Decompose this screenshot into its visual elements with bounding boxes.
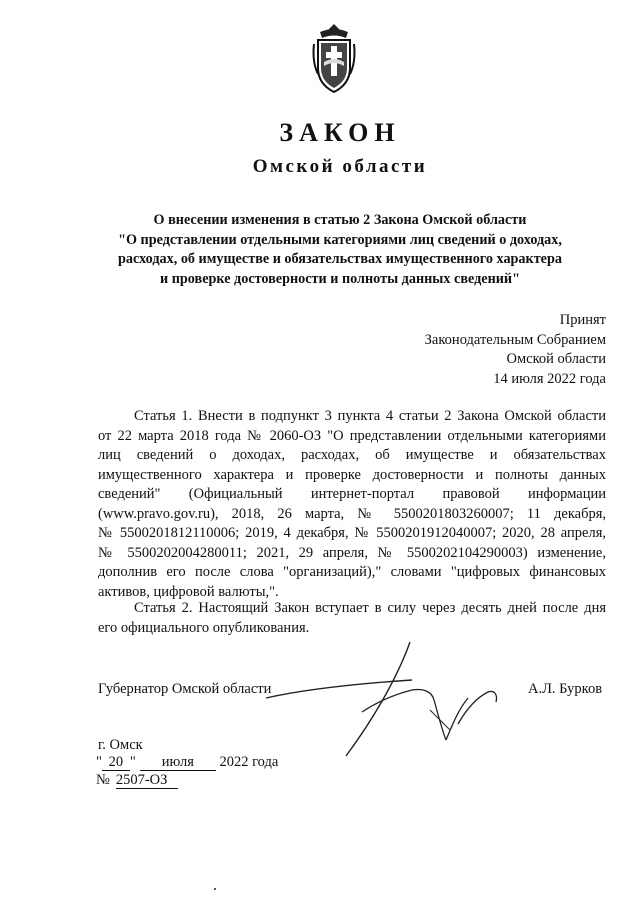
- law-title-line: расходах, об имуществе и обязательствах имущественного характера: [118, 251, 562, 267]
- signing-date: [96, 754, 278, 771]
- law-title: [60, 211, 620, 289]
- handwritten-signature: [262, 640, 522, 760]
- adoption-block: [425, 311, 606, 389]
- number-sign: №: [96, 772, 110, 788]
- article-1-line: имущественного характера и проверке достоверности и полноты данных: [98, 466, 606, 483]
- article-1: [98, 407, 606, 602]
- law-number: [96, 772, 178, 789]
- document-type: ЗАКОН: [279, 118, 401, 147]
- article-1-line: № 5500202004280011; 2021, 29 апреля, № 5500202104290003) изменение,: [98, 544, 606, 561]
- adoption-date: 14 июля 2022 года: [493, 370, 606, 387]
- coat-of-arms-icon: [310, 22, 358, 94]
- date-quote-close: ": [129, 754, 136, 770]
- article-2-line: его официального опубликования.: [98, 619, 310, 636]
- signatory-name: А.Л. Бурков: [528, 681, 603, 697]
- adoption-line: Омской области: [506, 351, 606, 367]
- date-year: 2022 года: [219, 754, 279, 770]
- article-1-line: Статья 1. Внести в подпункт 3 пункта 4 статьи 2 Закона Омской области: [134, 408, 606, 424]
- date-day: 20: [102, 755, 130, 771]
- place-of-signing: г. Омск: [98, 737, 143, 753]
- law-title-line: и проверке достоверности и полноты данных сведений": [160, 270, 520, 287]
- article-2: [98, 599, 606, 638]
- law-title-line: "О представлении отдельными категориями лиц сведений о доходах,: [118, 231, 562, 248]
- adoption-line: Законодательным Собранием: [424, 331, 606, 348]
- adoption-line: Принят: [559, 312, 606, 328]
- article-1-line: (www.pravo.gov.ru), 2018, 26 марта, № 5500201803260007; 11 декабря,: [98, 505, 606, 522]
- article-1-line: от 22 марта 2018 года № 2060-ОЗ "О представлении отдельными категориями: [98, 427, 606, 444]
- law-title-line: О внесении изменения в статью 2 Закона Омской области: [153, 212, 527, 228]
- article-1-line: активов, цифровой валюты,".: [98, 583, 279, 600]
- signatory-position: Губернатор Омской области: [98, 681, 272, 697]
- date-quote-open: ": [96, 754, 102, 770]
- article-1-line: сведений" (Официальный интернет-портал правовой информации: [98, 486, 606, 502]
- article-1-line: дополнив его после слова "организаций)," словами "цифровых финансовых: [98, 564, 606, 580]
- article-1-line: лиц сведений о доходах, расходах, об имуществе и обязательствах: [98, 447, 606, 463]
- article-1-line: № 5500201812110006; 2019, 4 декабря, № 5500201912040007; 2020, 28 апреля,: [98, 525, 606, 541]
- scan-speck: [214, 888, 216, 890]
- law-number-value: 2507-ОЗ: [116, 773, 178, 789]
- date-month: июля: [140, 755, 216, 771]
- article-2-line: Статья 2. Настоящий Закон вступает в силу через десять дней после дня: [134, 600, 606, 616]
- region-name: Омской области: [252, 156, 428, 177]
